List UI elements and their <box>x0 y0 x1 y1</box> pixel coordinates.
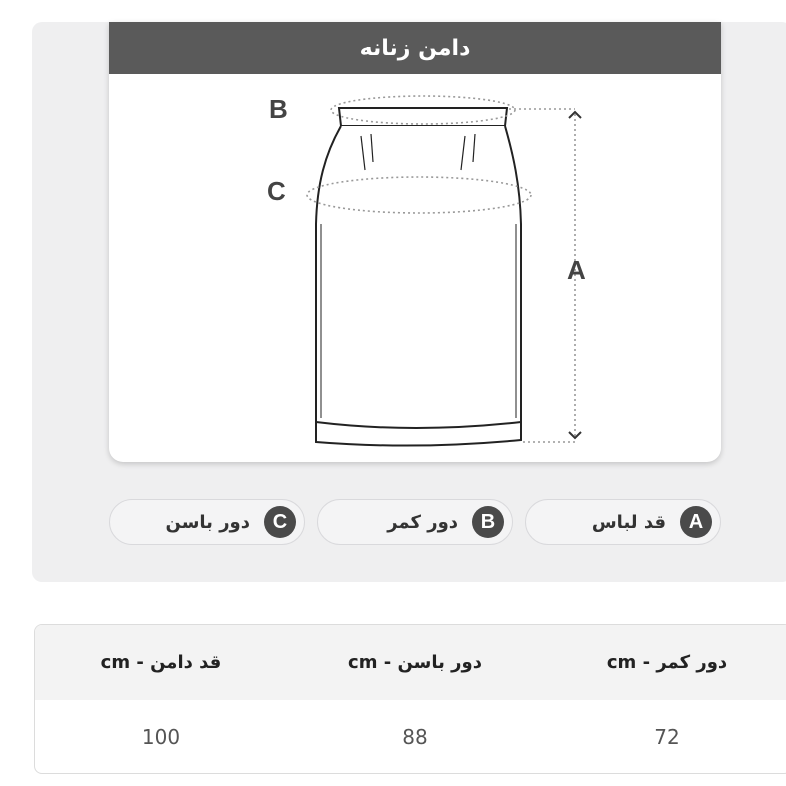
label-c: C <box>267 176 286 206</box>
card-title: دامن زنانه <box>109 22 721 74</box>
badge-b: B <box>472 506 504 538</box>
header-waist: دور کمر - cm <box>606 652 728 673</box>
header-hip: دور باسن - cm <box>348 652 482 673</box>
label-b: B <box>269 94 288 124</box>
size-table <box>34 624 786 774</box>
header-length: قد دامن - cm <box>100 652 222 673</box>
legend-label: دور باسن <box>165 511 250 533</box>
skirt-illustration <box>316 108 521 446</box>
legend-item-waist <box>317 499 513 545</box>
value-length: 100 <box>141 725 181 749</box>
value-waist: 72 <box>654 725 680 749</box>
value-hip: 88 <box>402 725 428 749</box>
label-a: A <box>567 255 586 285</box>
legend-label: دور کمر <box>387 511 458 533</box>
size-diagram-card <box>109 22 721 462</box>
skirt-diagram <box>109 74 721 462</box>
legend-item-hip <box>109 499 305 545</box>
badge-a: A <box>680 506 712 538</box>
badge-c: C <box>264 506 296 538</box>
legend-item-length <box>525 499 721 545</box>
legend-label: قد لباس <box>591 511 666 533</box>
